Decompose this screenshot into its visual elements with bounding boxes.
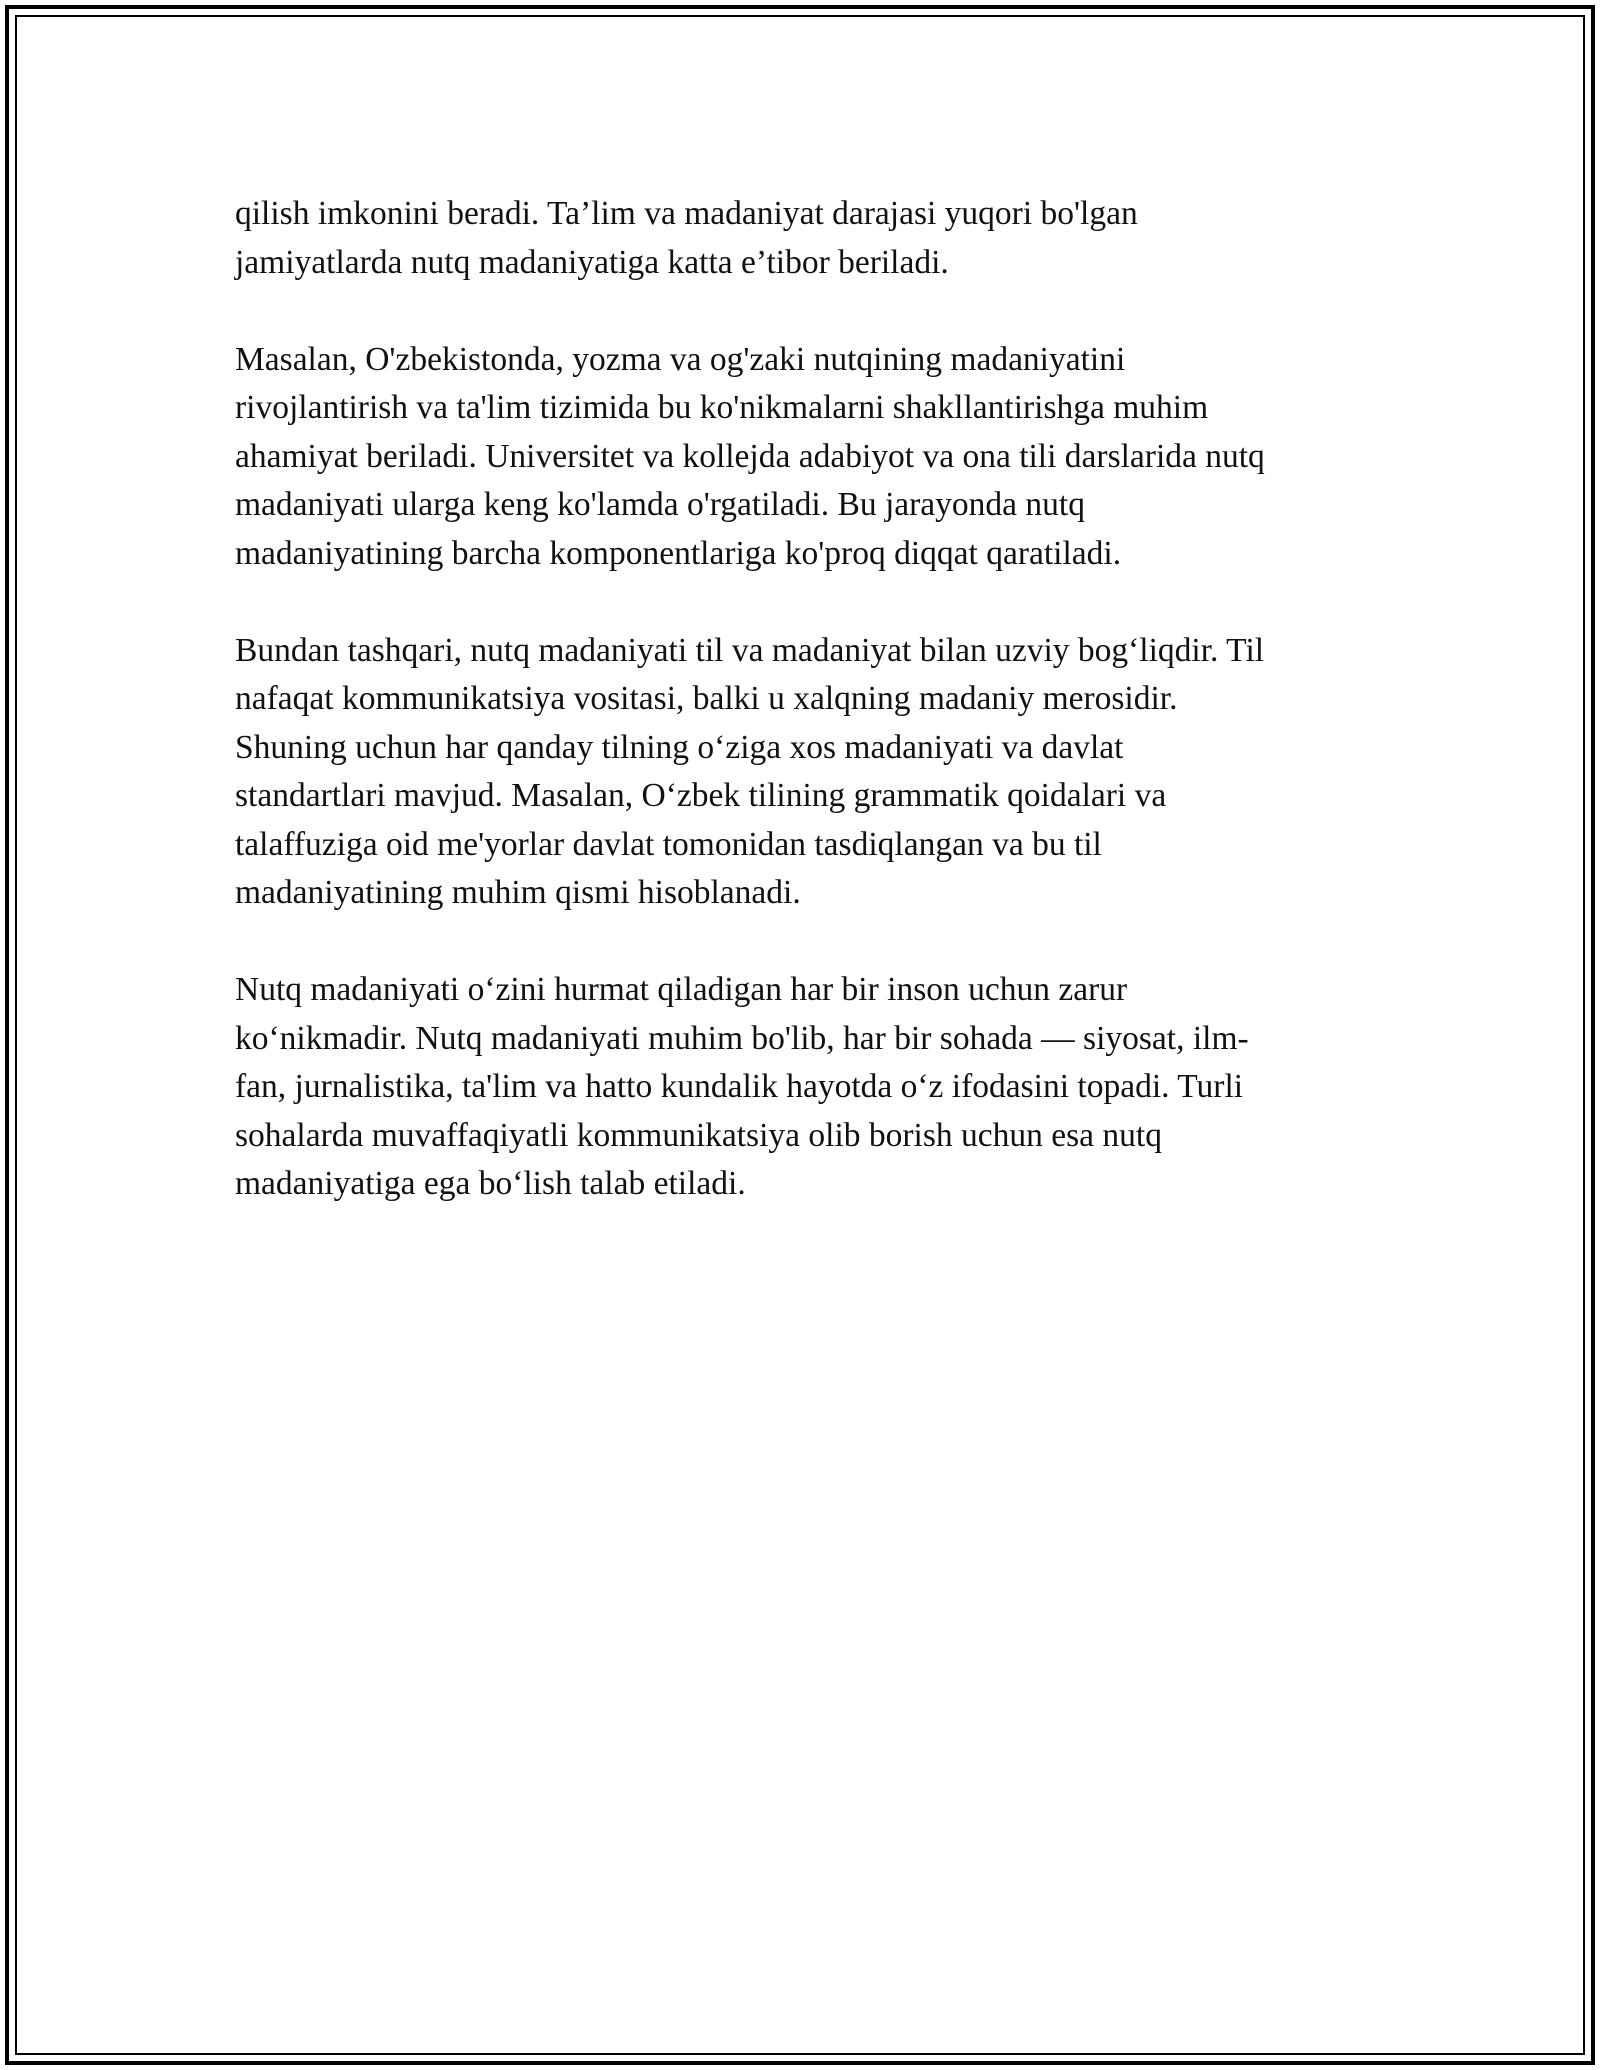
text-line: Nutq madaniyati o‘zini hurmat qiladigan har bir inson uchun zarur [235, 971, 1128, 1008]
text-line: nafaqat kommunikatsiya vositasi, balki u xalqning madaniy merosidir. [235, 680, 1178, 717]
text-line: madaniyatiga ega bo‘lish talab etiladi. [235, 1165, 746, 1202]
text-line: ko‘nikmadir. Nutq madaniyati muhim bo'lib, har bir sohada — siyosat, ilm- [235, 1019, 1249, 1057]
text-line: Masalan, O'zbekistonda, yozma va og'zaki nutqining madaniyatini [235, 340, 1126, 378]
text-line: madaniyatining barcha komponentlariga ko'proq diqqat qaratiladi. [235, 534, 1122, 572]
text-line: rivojlantirish va ta'lim tizimida bu ko'nikmalarni shakllantirishga muhim [235, 389, 1209, 426]
text-line: madaniyati ularga keng ko'lamda o'rgatiladi. Bu jarayonda nutq [235, 486, 1085, 523]
paragraph-1 [235, 190, 1385, 287]
document-body [235, 190, 1385, 1257]
text-line: madaniyatining muhim qismi hisoblanadi. [235, 874, 801, 911]
text-line: jamiyatlarda nutq madaniyatiga katta e’tibor beriladi. [235, 243, 949, 281]
text-line: standartlari mavjud. Masalan, O‘zbek tilining grammatik qoidalari va [235, 777, 1167, 814]
text-line: Bundan tashqari, nutq madaniyati til va madaniyat bilan uzviy bog‘liqdir. Til [235, 631, 1265, 669]
text-line: ahamiyat beriladi. Universitet va kollejda adabiyot va ona tili darslarida nutq [235, 437, 1265, 475]
paragraph-3 [235, 627, 1385, 918]
text-line: sohalarda muvaffaqiyatli kommunikatsiya olib borish uchun esa nutq [235, 1116, 1162, 1154]
text-line: fan, jurnalistika, ta'lim va hatto kundalik hayotda o‘z ifodasini topadi. Turli [235, 1068, 1244, 1105]
paragraph-2 [235, 336, 1385, 579]
text-line: talaffuziga oid me'yorlar davlat tomonidan tasdiqlangan va bu til [235, 825, 1102, 863]
text-line: Shuning uchun har qanday tilning o‘ziga xos madaniyati va davlat [235, 728, 1124, 766]
text-line: qilish imkonini beradi. Ta’lim va madaniyat darajasi yuqori bo'lgan [235, 195, 1138, 232]
paragraph-4 [235, 966, 1385, 1209]
